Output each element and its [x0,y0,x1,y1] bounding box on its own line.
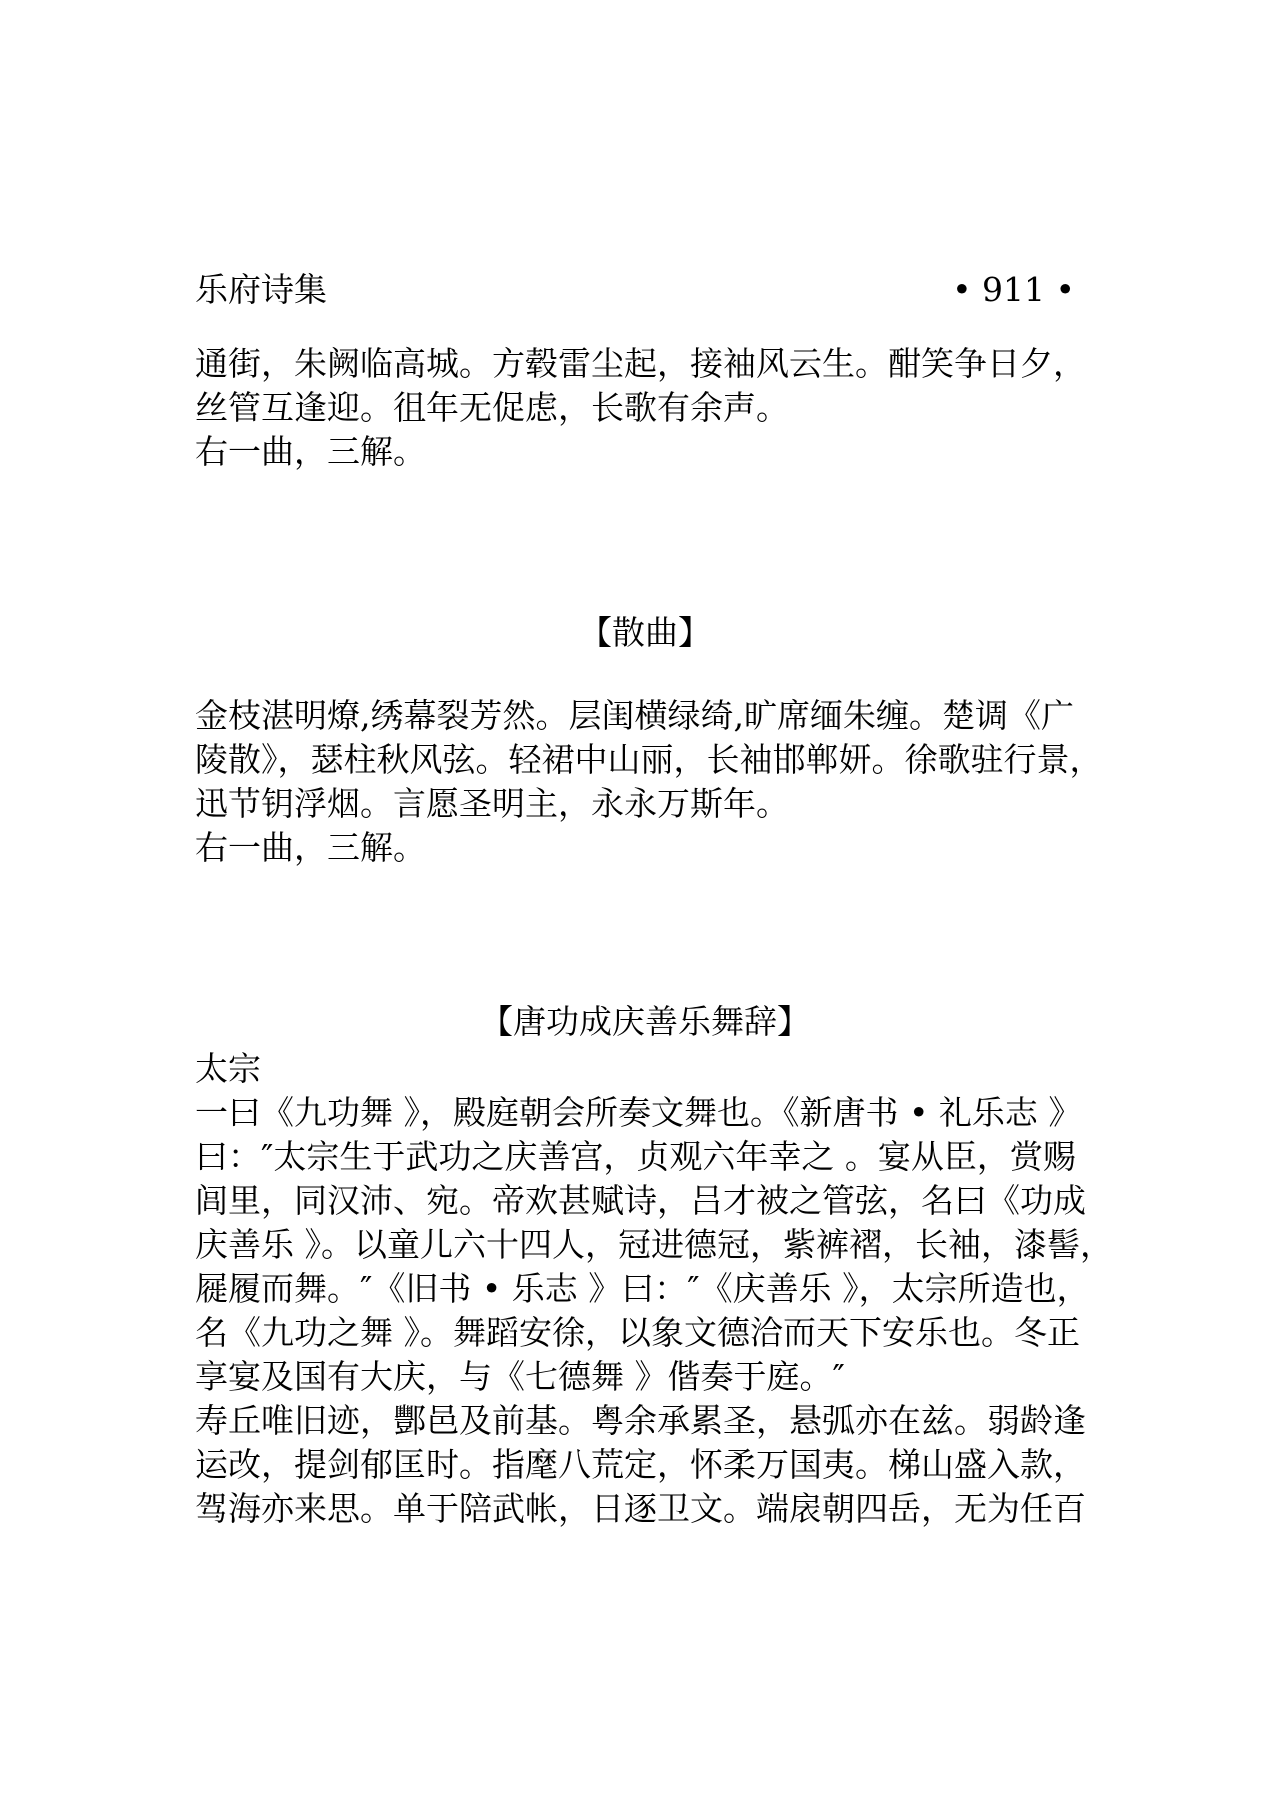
poem-continuation [195,342,1095,474]
text-line: 通街，朱阙临高城。方毂雷尘起，接袖风云生。酣笑争日夕， [195,344,1086,383]
text-line: 丝管互逢迎。徂年无促虑，长歌有余声。 [195,388,789,427]
text-line: 庆善乐 》。以童儿六十四人，冠进德冠，紫裤褶，长袖，漆髻， [195,1225,1113,1264]
text-line: 名《九功之舞 》。舞蹈安徐，以象文德洽而天下安乐也。冬正 [195,1313,1080,1352]
page-header [195,268,1075,312]
section-heading-qingshan: 【唐功成庆善乐舞辞】 [480,1002,810,1041]
text-line: 金枝湛明燎,绣幕裂芳然。层闺横绿绮,旷席缅朱缠。楚调《广 [195,696,1074,735]
text-line: 驾海亦来思。单于陪武帐，日逐卫文。端扆朝四岳，无为任百 [195,1489,1086,1528]
text-line: 享宴及国有大庆，与《七德舞 》偕奏于庭。″ [195,1357,845,1396]
text-line: 迅节钥浮烟。言愿圣明主，永永万斯年。 [195,784,789,823]
text-line: 右一曲，三解。 [195,432,426,471]
text-line: 右一曲，三解。 [195,828,426,867]
text-line: 寿丘唯旧迹，酆邑及前基。粤余承累圣，悬弧亦在兹。弱龄逢 [195,1401,1086,1440]
text-line: 陵散》，瑟柱秋风弦。轻裙中山丽，长袖邯郸妍。徐歌驻行景， [195,740,1103,779]
document-page [195,0,1113,1795]
book-title: 乐府诗集 [195,270,327,309]
page-number: • 911 • [952,270,1075,309]
author-line: 太宗 [195,1049,261,1088]
text-line: 闾里，同汉沛、宛。帝欢甚赋诗，吕才被之管弦，名曰《功成 [195,1181,1086,1220]
section-heading-sanqu: 【散曲】 [579,613,711,652]
text-line: 屣履而舞。″《旧书 • 乐志 》曰：″《庆善乐 》，太宗所造也， [195,1269,1090,1308]
poem-qingshan [195,1047,1113,1575]
text-line: 一曰《九功舞 》，殿庭朝会所奏文舞也。《新唐书 • 礼乐志 》 [195,1093,1082,1132]
text-line: 运改，提剑郁匡时。指麾八荒定，怀柔万国夷。梯山盛入款， [195,1445,1086,1484]
text-line: 曰：″太宗生于武功之庆善宫，贞观六年幸之 。宴从臣，赏赐 [195,1137,1076,1176]
text-line [195,1531,1095,1575]
poem-sanqu [195,694,1103,870]
